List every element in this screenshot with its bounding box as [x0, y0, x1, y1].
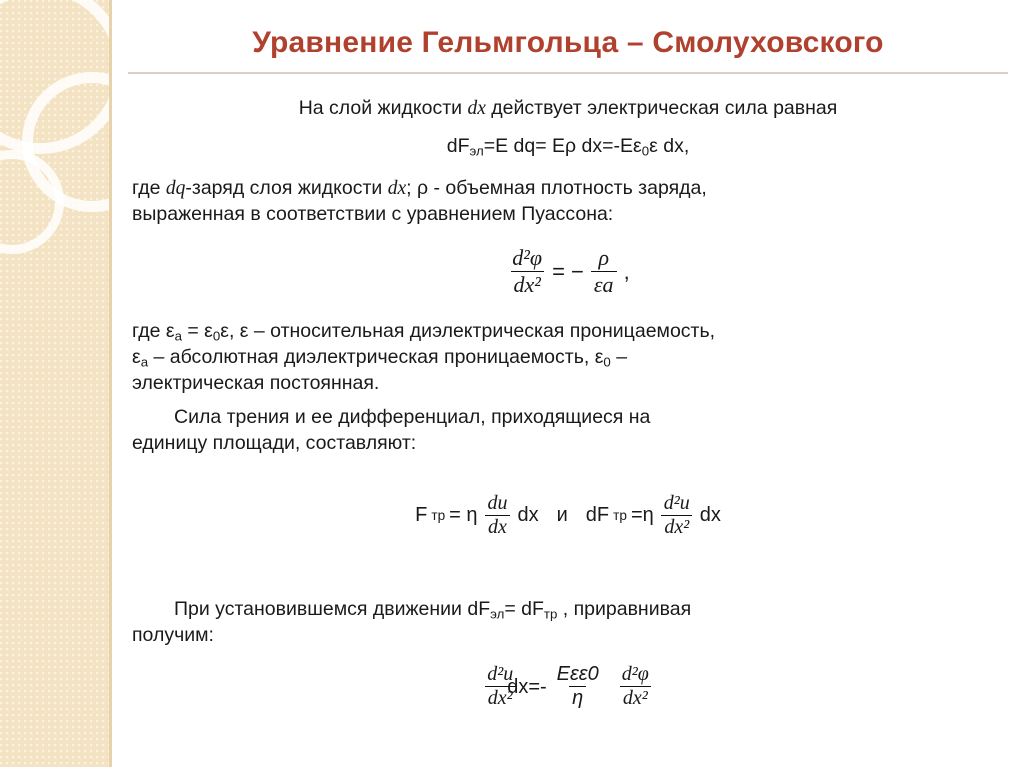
final-right-fraction — [619, 664, 652, 710]
formula1-sub-zero: 0 — [641, 143, 650, 159]
final-center-fraction — [554, 664, 602, 710]
def-text-a: где — [132, 176, 166, 199]
final-dx-equals-minus: dx=- — [507, 675, 547, 698]
perm-sub-a: а — [174, 328, 182, 344]
perm2-eps: ε — [132, 346, 141, 369]
formula1-tail: ε dx, — [649, 134, 690, 157]
final-right-num: d²φ — [621, 662, 649, 685]
paragraph-permittivity-1 — [132, 319, 1004, 345]
friction-F: F — [415, 504, 428, 527]
def-text-b: -заряд слоя жидкости — [185, 176, 388, 199]
formula1-dF: dF — [446, 134, 470, 157]
friction-dx1: dx — [517, 504, 539, 527]
friction-frac2-den: dx² — [661, 515, 692, 539]
final-center-num: Eεε0 — [556, 662, 599, 685]
steady-sub-tr: тр — [543, 606, 558, 622]
intro-italic-dx: dx — [467, 98, 486, 119]
formula1-sub-el: эл — [469, 143, 484, 159]
paragraph-permittivity-3: электрическая постоянная. — [132, 372, 380, 395]
friction-frac1-num: du — [487, 491, 508, 514]
friction-frac2-num: d²u — [663, 491, 690, 514]
def-italic-dx: dx — [387, 177, 407, 199]
equation-final — [132, 661, 1004, 710]
friction-fraction-du-dx — [485, 493, 511, 539]
poisson-rhs-fraction — [591, 246, 617, 297]
poisson-rhs-numerator: ρ — [598, 245, 609, 271]
paragraph-steady-state-2: получим: — [132, 623, 214, 646]
perm2-text: – абсолютная диэлектрическая проницаемость, ε — [148, 346, 604, 369]
friction-eq2-eta: =η — [630, 504, 654, 527]
friction-frac1-den: dx — [485, 515, 510, 539]
perm2-dash: – — [610, 346, 628, 369]
poisson-lhs-fraction — [509, 246, 545, 297]
poisson-equals-minus: = − — [552, 259, 584, 285]
poisson-lhs-denominator: dx² — [511, 271, 544, 297]
decorative-left-band — [0, 0, 112, 767]
intro-text-pre: На слой жидкости — [298, 97, 468, 119]
steady-text-b: = dF — [504, 597, 544, 620]
friction-conjunction: и — [556, 504, 568, 527]
final-left-num: d²u — [487, 662, 514, 685]
paragraph-poisson-lead: выраженная в соответствии с уравнением Пуассона: — [132, 202, 614, 225]
perm2-sub-a: а — [140, 354, 149, 370]
formula1-mid: =E dq= Eρ dx=-Eε — [483, 134, 642, 157]
friction-eq-eta: = η — [449, 504, 478, 527]
slide-body — [112, 74, 1024, 710]
paragraph-friction-lead-2: единицу площади, составляют: — [132, 431, 417, 454]
friction-dx2: dx — [699, 504, 721, 527]
perm-text-b: = ε — [181, 319, 213, 342]
friction-fraction-d2u-dx2 — [661, 493, 693, 539]
final-right-den: dx² — [620, 686, 651, 710]
def-italic-dq: dq — [165, 177, 186, 199]
perm-text-a: где ε — [132, 319, 175, 342]
intro-text-post: действует электрическая сила равная — [485, 97, 838, 119]
steady-text-a: При установившемся движении dF — [174, 597, 491, 620]
friction-dF-sub: тр — [613, 507, 627, 523]
formula-electric-force — [132, 134, 1004, 160]
equation-friction — [132, 493, 1004, 539]
perm-text-c: ε, ε – относительная диэлектрическая проницаемость, — [220, 319, 716, 342]
def-text-c: ; ρ - объемная плотность заряда, — [406, 176, 707, 199]
equation-poisson — [132, 243, 1004, 297]
paragraph-friction-lead-1: Сила трения и ее дифференциал, приходящиеся на — [174, 406, 651, 429]
steady-sub-el: эл — [490, 606, 505, 622]
final-left-den: dx² — [485, 686, 516, 710]
paragraph-intro — [132, 96, 1004, 122]
final-center-den: η — [569, 686, 586, 710]
slide-page — [112, 0, 1024, 767]
poisson-comma: , — [623, 259, 630, 285]
steady-text-c: , приравнивая — [557, 597, 692, 620]
friction-dF: dF — [585, 504, 610, 527]
paragraph-permittivity-2 — [132, 345, 1004, 371]
paragraph-steady-state-1 — [132, 597, 1004, 623]
page-title: Уравнение Гельмгольца – Смолуховского — [252, 26, 884, 59]
poisson-lhs-numerator: d²φ — [512, 245, 543, 271]
poisson-rhs-denominator: εa — [591, 271, 617, 297]
paragraph-definitions — [132, 176, 1004, 202]
friction-F-sub: тр — [431, 507, 446, 523]
perm-sub-zero: 0 — [212, 328, 221, 344]
perm2-sub-zero: 0 — [603, 354, 611, 370]
